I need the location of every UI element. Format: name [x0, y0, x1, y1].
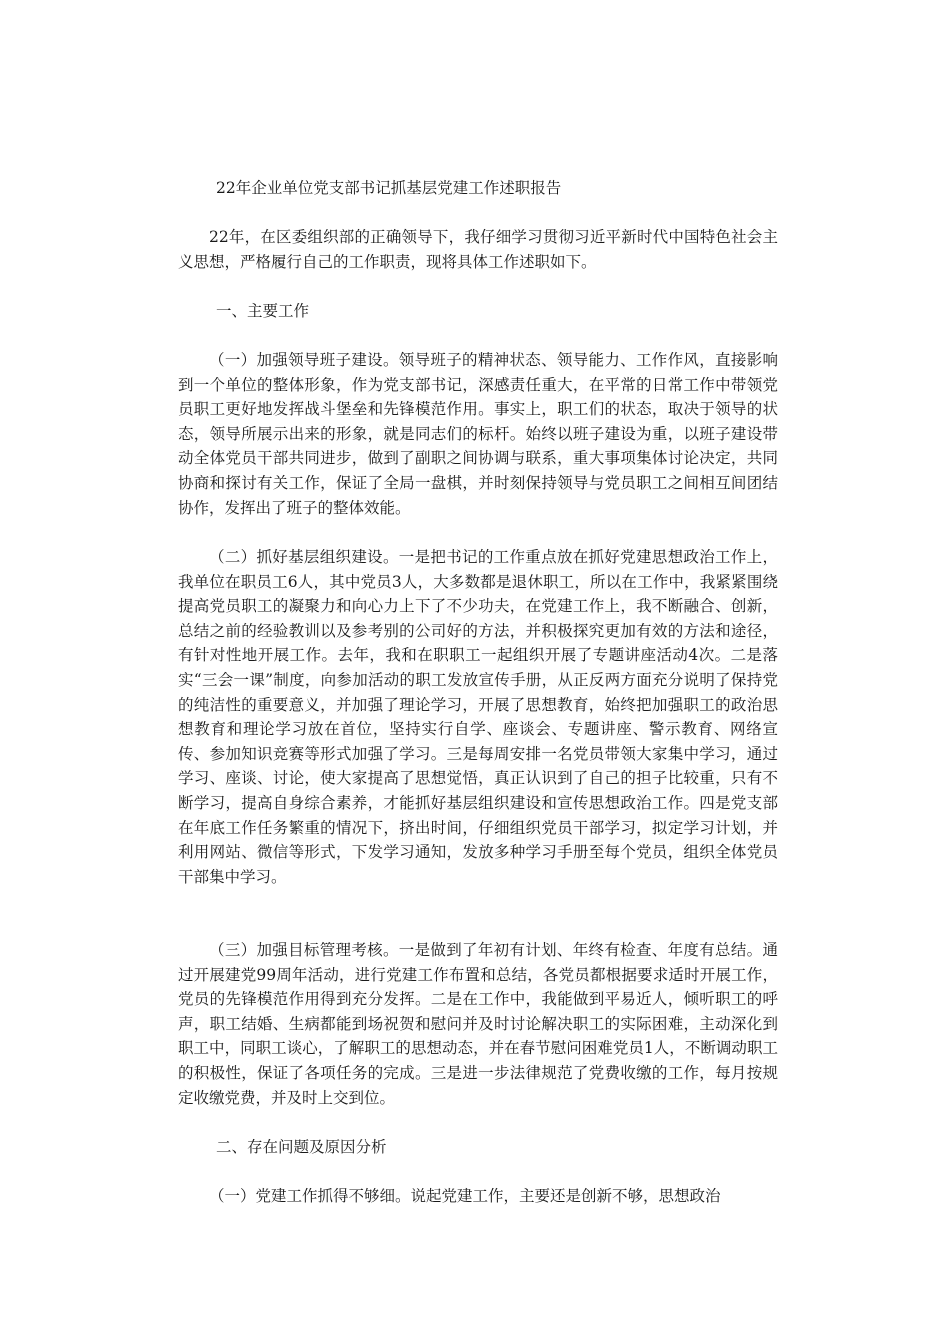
paragraph-party-building-issues: （一）党建工作抓得不够细。说起党建工作，主要还是创新不够，思想政治 — [209, 1187, 721, 1205]
document-title: 22年企业单位党支部书记抓基层党建工作述职报告 — [216, 179, 562, 197]
paragraph-grassroots-organization: （二）抓好基层组织建设。一是把书记的工作重点放在抓好党建思想政治工作上，我单位在职员工6人，其中党员3人，大多数都是退休职工，所以在工作中，我紧紧围绕提高党员职工的凝聚力和向心力上下了不少功夫，在党建工作上，我不断融合、创新，总结之前的经验教训以及参考别的公司好的方法，并积极探究更加有效的方法和途径，有针对性地开展工作。去年，我和在职职工一起组织开展了专题讲座活动4次。二是落实“三会一课”制度，向参加活动的职工发放宣传手册，从正反两方面充分说明了保持党的纯洁性的重要意义，并加强了理论学习，开展了思想教育，始终把加强职工的政治思想教育和理论学习放在首位，坚持实行自学、座谈会、专题讲座、警示教育、网络宣传、参加知识竞赛等形式加强了学习。三是每周安排一名党员带领大家集中学习，通过学习、座谈、讨论，使大家提高了思想觉悟，真正认识到了自己的担子比较重，只有不断学习，提高自身综合素养，才能抓好基层组织建设和宣传思想政治工作。四是党支部在年底工作任务繁重的情况下，挤出时间，仔细组织党员干部学习，拟定学习计划，并利用网站、微信等形式，下发学习通知，发放多种学习手册至每个党员，组织全体党员干部集中学习。 — [178, 548, 778, 886]
section-heading-main-work: 一、主要工作 — [216, 302, 310, 320]
paragraph-leadership-building: （一）加强领导班子建设。领导班子的精神状态、领导能力、工作作风，直接影响到一个单位的整体形象，作为党支部书记，深感责任重大，在平常的日常工作中带领党员职工更好地发挥战斗堡垒和先锋模范作用。事实上，职工们的状态，取决于领导的状态，领导所展示出来的形象，就是同志们的标杆。始终以班子建设为重，以班子建设带动全体党员干部共同进步，做到了副职之间协调与联系，重大事项集体讨论决定，共同协商和探讨有关工作，保证了全局一盘棋，并时刻保持领导与党员职工之间相互间团结协作，发挥出了班子的整体效能。 — [178, 351, 778, 517]
paragraph-target-management: （三）加强目标管理考核。一是做到了年初有计划、年终有检查、年度有总结。通过开展建党99周年活动，进行党建工作布置和总结，各党员都根据要求适时开展工作，党员的先锋模范作用得到充分发挥。二是在工作中，我能做到平易近人，倾听职工的呼声，职工结婚、生病都能到场祝贺和慰问并及时讨论解决职工的实际困难，主动深化到职工中，同职工谈心，了解职工的思想动态，并在春节慰问困难党员1人，不断调动职工的积极性，保证了各项任务的完成。三是进一步法律规范了党费收缴的工作，每月按规定收缴党费，并及时上交到位。 — [178, 941, 778, 1107]
section-heading-problems-analysis: 二、存在问题及原因分析 — [216, 1138, 387, 1156]
intro-paragraph: 22年，在区委组织部的正确领导下，我仔细学习贯彻习近平新时代中国特色社会主义思想，严格履行自己的工作职责，现将具体工作述职如下。 — [178, 228, 778, 271]
